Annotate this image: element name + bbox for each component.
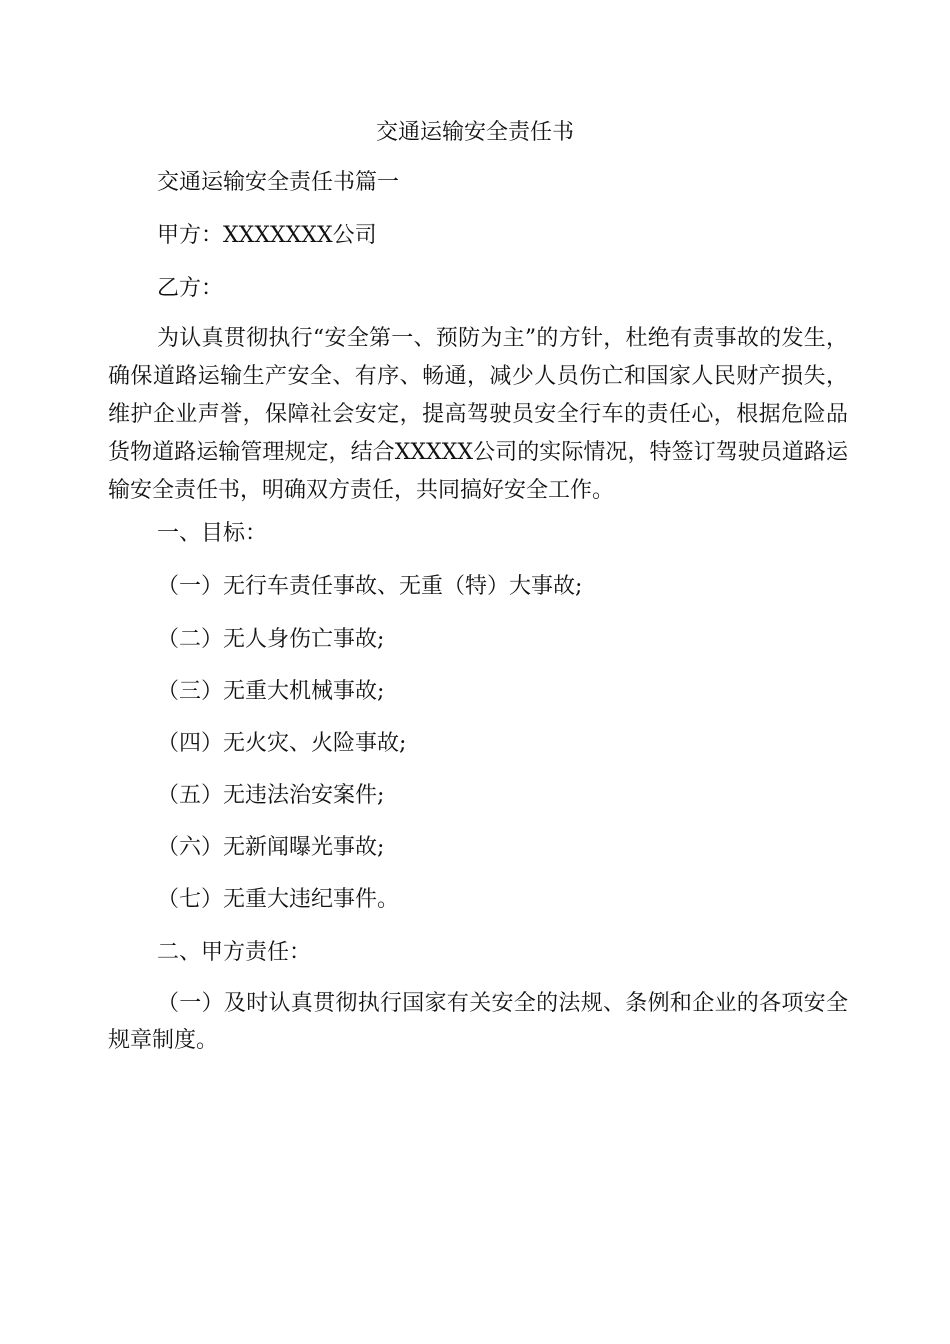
document-title: 交通运输安全责任书 — [375, 120, 574, 145]
goal-item-5: （五）无违法治安案件; — [157, 783, 385, 808]
party-a-line: 甲方：XXXXXXX公司 — [157, 223, 377, 248]
goal-item-4: （四）无火灾、火险事故; — [157, 731, 407, 756]
party-a-duty-1: （一）及时认真贯彻执行国家有关安全的法规、条例和企业的各项安全规章制度。 — [108, 991, 848, 1053]
goal-item-2: （二）无人身伤亡事故; — [157, 627, 385, 652]
goal-item-1: （一）无行车责任事故、无重（特）大事故; — [157, 574, 583, 599]
goal-item-3: （三）无重大机械事故; — [157, 679, 385, 704]
intro-paragraph: 为认真贯彻执行“安全第一、预防为主”的方针，杜绝有责事故的发生，确保道路运输生产安全、有序、畅通，减少人员伤亡和国家人民财产损失，维护企业声誉，保障社会安定，提高驾驶员安全行车的责任心，根据危险品货物道路运输管理规定，结合XXXXX公司的实际情况，特签订驾驶员道路运输安全责任书，明确双方责任，共同搞好安全工作。 — [108, 326, 848, 503]
goal-item-7: （七）无重大违纪事件。 — [157, 887, 400, 912]
goal-item-6: （六）无新闻曝光事故; — [157, 835, 385, 860]
document-subtitle: 交通运输安全责任书篇一 — [157, 170, 400, 195]
section-heading-party-a-duties: 二、甲方责任： — [157, 940, 312, 965]
section-heading-goals: 一、目标： — [157, 521, 268, 546]
party-b-line: 乙方： — [157, 276, 224, 301]
